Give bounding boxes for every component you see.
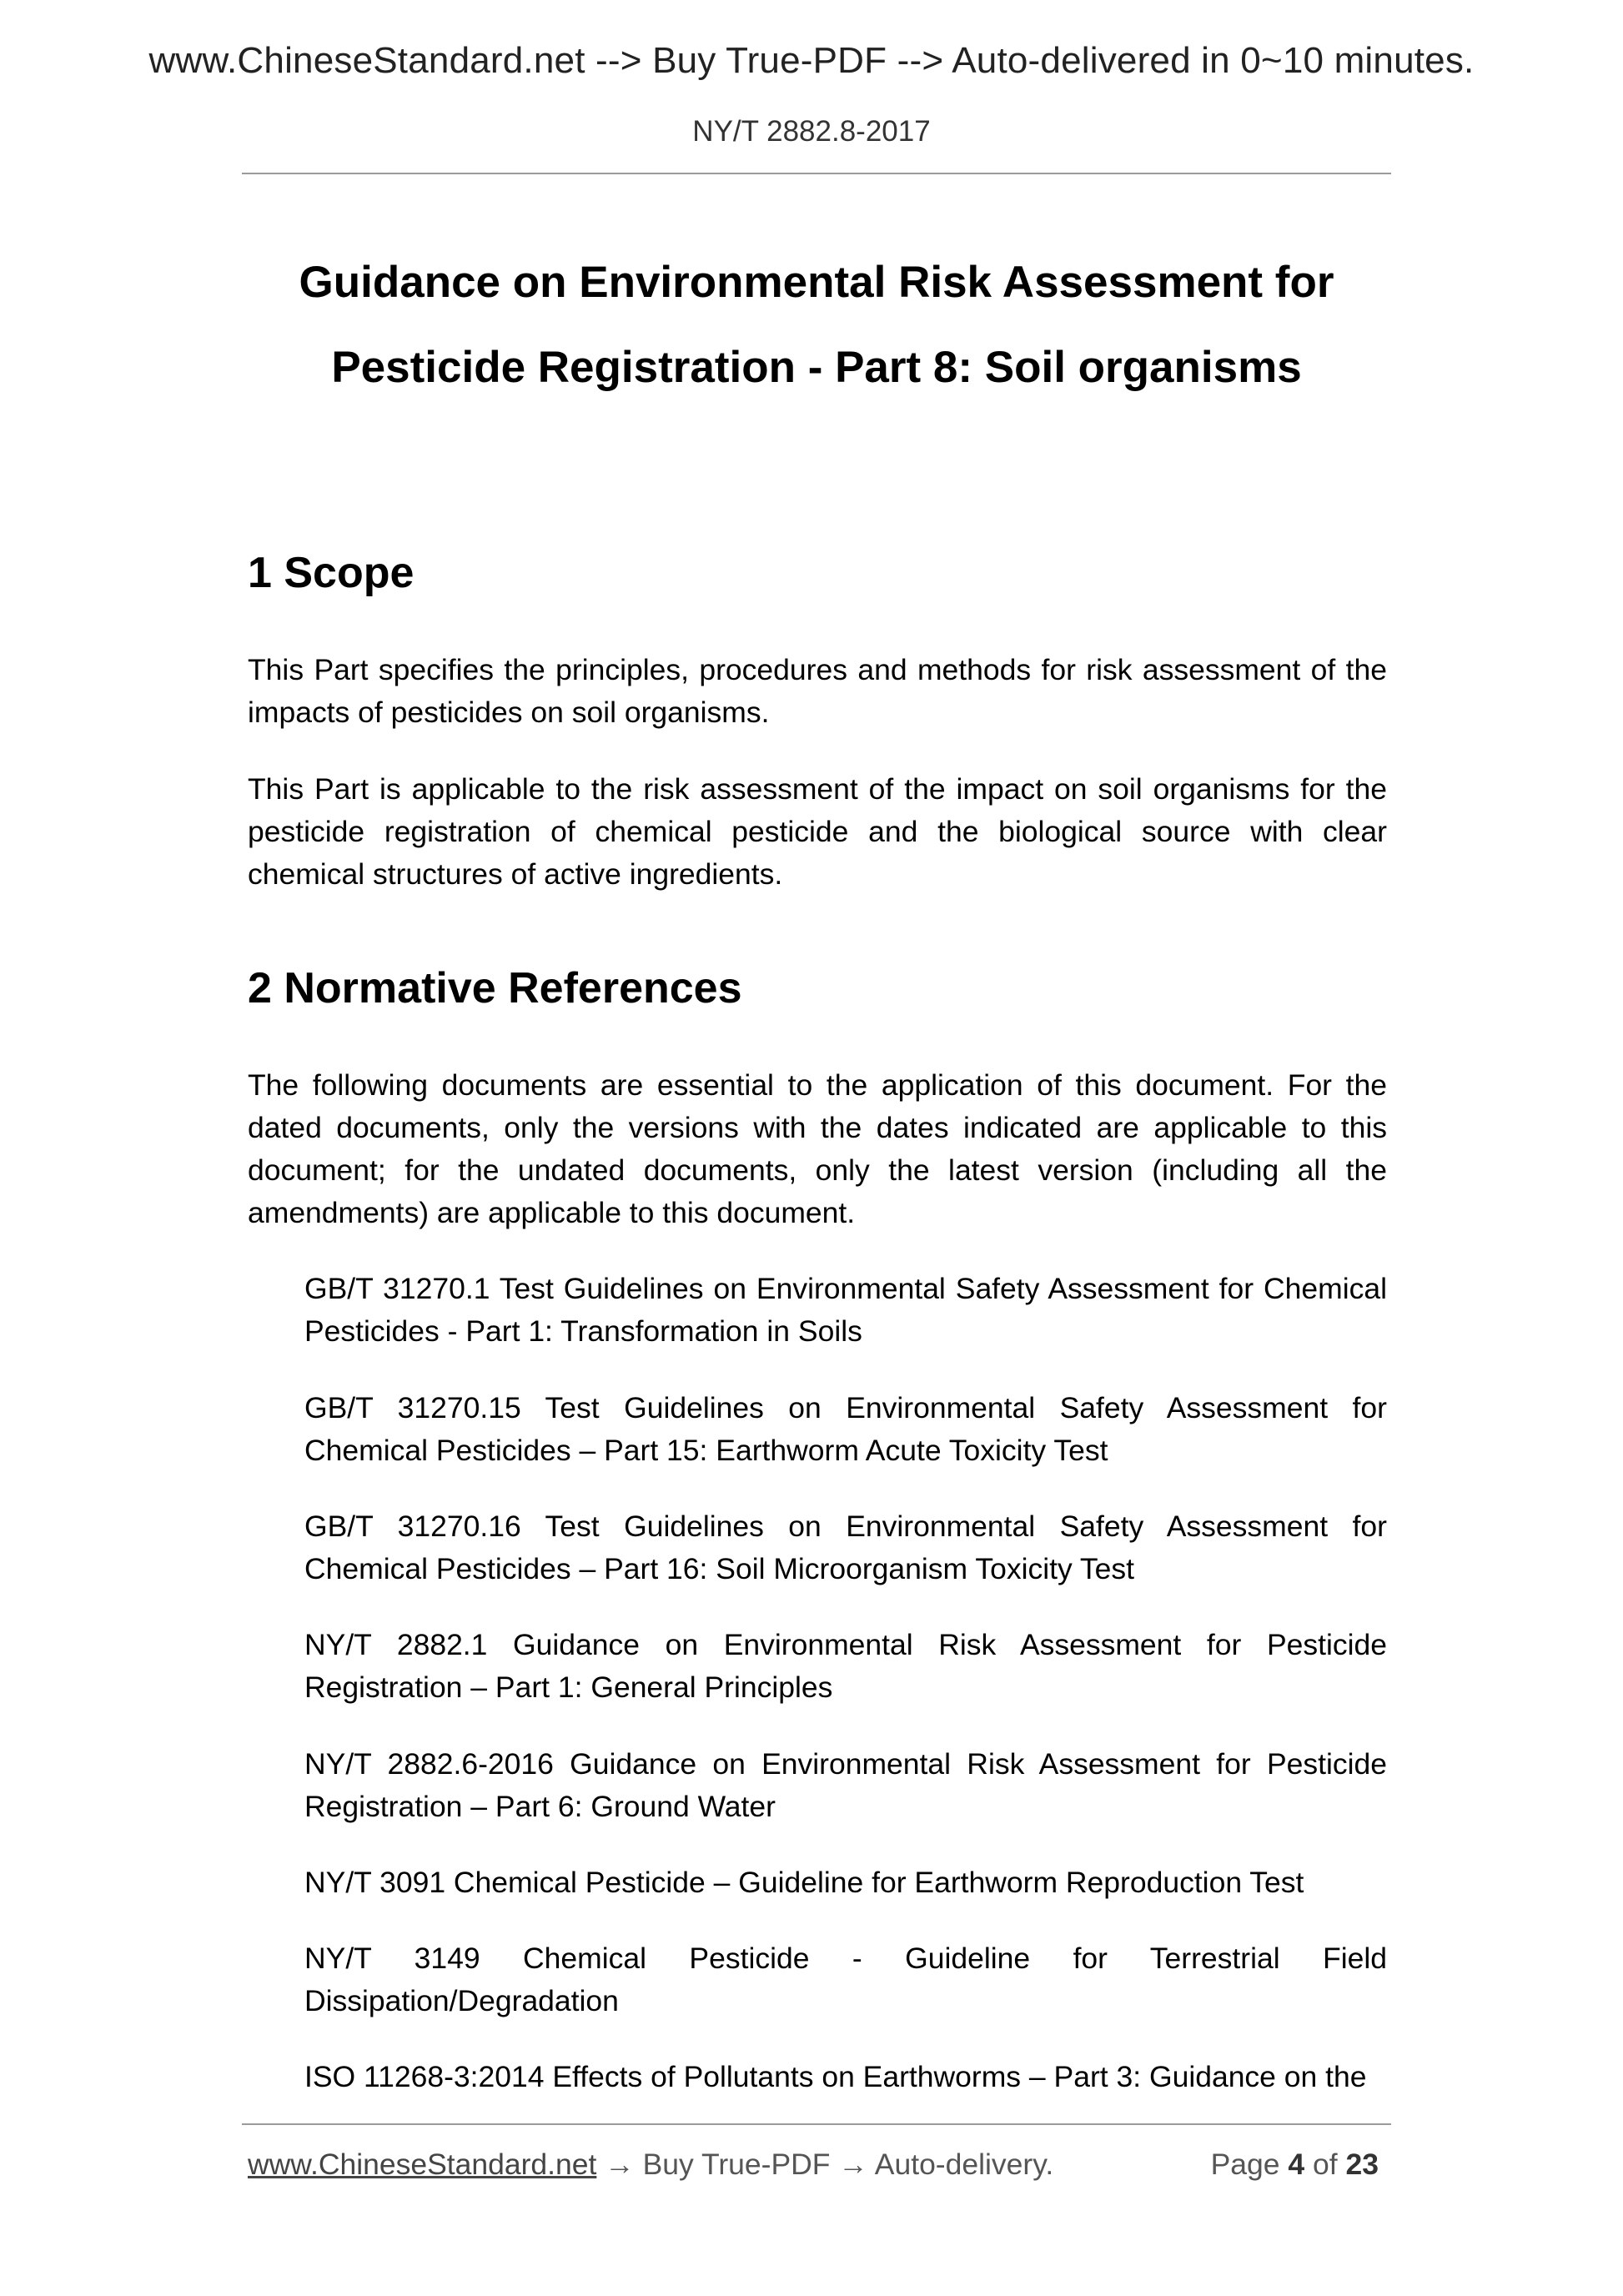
scope-heading: 1 Scope bbox=[248, 549, 415, 597]
page-footer bbox=[248, 2148, 1379, 2182]
header-divider bbox=[242, 173, 1391, 174]
reference-item: GB/T 31270.16 Test Guidelines on Environmental Safety Assessment for Chemical Pesticides – Part 16: Soil Microorganism Toxicity Test bbox=[304, 1510, 1387, 1585]
scope-paragraph-1-wrap bbox=[248, 649, 1387, 734]
document-title bbox=[242, 240, 1391, 410]
reference-item: GB/T 31270.15 Test Guidelines on Environmental Safety Assessment for Chemical Pesticides – Part 15: Earthworm Acute Toxicity Test bbox=[304, 1391, 1387, 1467]
references-intro: The following documents are essential to the application of this document. For the dated documents, only the versions with the dates indicated are applicable to this document; for the undated documents, only the latest version (including all the amendments) are applicable to this document. bbox=[248, 1068, 1387, 1229]
section-references bbox=[248, 962, 1387, 1015]
section-scope bbox=[248, 546, 1387, 600]
scope-paragraph-1: This Part specifies the principles, procedures and methods for risk assessment of the impacts of pesticides on soil organisms. bbox=[248, 653, 1387, 729]
references-intro-wrap bbox=[248, 1064, 1387, 1234]
document-code: NY/T 2882.8-2017 bbox=[692, 115, 931, 148]
of-label: of bbox=[1313, 2148, 1338, 2181]
current-page-number: 4 bbox=[1288, 2148, 1305, 2181]
scope-paragraph-2: This Part is applicable to the risk assessment of the impact on soil organisms for the pesticide registration of chemical pesticide and the biological source with clear chemical structures of active ingredients. bbox=[248, 772, 1387, 891]
reference-item: NY/T 3149 Chemical Pesticide - Guideline for Terrestrial Field Dissipation/Degradation bbox=[304, 1942, 1387, 2017]
page-indicator bbox=[1211, 2148, 1379, 2182]
arrow-right-icon: → bbox=[596, 2148, 643, 2181]
title-line-2: Pesticide Registration - Part 8: Soil organisms bbox=[331, 343, 1302, 392]
reference-item: NY/T 2882.6-2016 Guidance on Environmental Risk Assessment for Pesticide Registration – Part 6: Ground Water bbox=[304, 1747, 1387, 1823]
reference-item: ISO 11268-3:2014 Effects of Pollutants on Earthworms – Part 3: Guidance on the bbox=[304, 2060, 1367, 2093]
references-heading: 2 Normative References bbox=[248, 964, 742, 1012]
total-pages-number: 23 bbox=[1345, 2148, 1379, 2181]
scope-paragraph-2-wrap bbox=[248, 768, 1387, 896]
reference-item: GB/T 31270.1 Test Guidelines on Environmental Safety Assessment for Chemical Pesticides - Part 1: Transformation in Soils bbox=[304, 1272, 1387, 1348]
arrow-right-icon: → bbox=[830, 2148, 875, 2181]
site-banner: www.ChineseStandard.net --> Buy True-PDF --> Auto-delivered in 0~10 minutes. bbox=[148, 40, 1475, 81]
title-line-1: Guidance on Environmental Risk Assessment for bbox=[299, 258, 1334, 307]
reference-item: NY/T 3091 Chemical Pesticide – Guideline for Earthworm Reproduction Test bbox=[304, 1866, 1304, 1899]
page-label: Page bbox=[1210, 2148, 1280, 2181]
reference-item: NY/T 2882.1 Guidance on Environmental Risk Assessment for Pesticide Registration – Part 1: General Principles bbox=[304, 1628, 1387, 1704]
footer-delivery-text: Auto-delivery. bbox=[874, 2148, 1054, 2181]
footer-site-link[interactable]: www.ChineseStandard.net bbox=[248, 2148, 597, 2181]
footer-buy-text: Buy True-PDF bbox=[642, 2148, 831, 2181]
footer-divider bbox=[242, 2123, 1391, 2125]
